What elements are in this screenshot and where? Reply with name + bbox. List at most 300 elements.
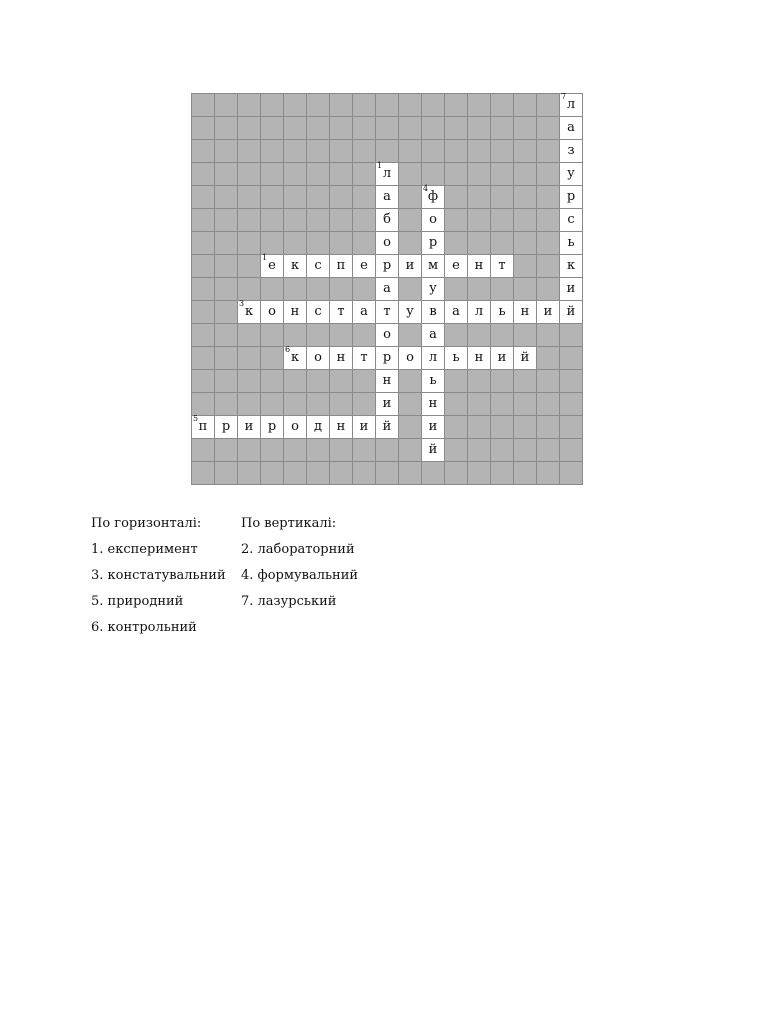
blocked-cell — [215, 462, 238, 485]
blocked-cell — [353, 140, 376, 163]
blocked-cell — [238, 393, 261, 416]
clue-number: 1 — [262, 253, 268, 262]
cell-letter: н — [290, 304, 300, 319]
letter-cell[interactable] — [422, 186, 445, 209]
blocked-cell — [560, 439, 583, 462]
blocked-cell — [376, 462, 399, 485]
blocked-cell — [215, 393, 238, 416]
blocked-cell — [491, 94, 514, 117]
blocked-cell — [192, 186, 215, 209]
cell-letter: и — [497, 350, 507, 365]
letter-cell[interactable] — [330, 255, 353, 278]
blocked-cell — [353, 232, 376, 255]
blocked-cell — [353, 186, 376, 209]
blocked-cell — [560, 393, 583, 416]
letter-cell[interactable] — [376, 324, 399, 347]
letter-cell[interactable] — [376, 232, 399, 255]
blocked-cell — [491, 232, 514, 255]
blocked-cell — [192, 94, 215, 117]
cell-letter: л — [428, 350, 438, 365]
blocked-cell — [537, 393, 560, 416]
blocked-cell — [192, 163, 215, 186]
blocked-cell — [445, 117, 468, 140]
blocked-cell — [307, 94, 330, 117]
blocked-cell — [445, 462, 468, 485]
blocked-cell — [514, 209, 537, 232]
blocked-cell — [307, 163, 330, 186]
letter-cell[interactable] — [261, 416, 284, 439]
letter-cell[interactable] — [284, 416, 307, 439]
grid-row — [192, 140, 583, 163]
blocked-cell — [238, 117, 261, 140]
cell-letter: н — [336, 350, 346, 365]
blocked-cell — [399, 439, 422, 462]
blocked-cell — [399, 209, 422, 232]
blocked-cell — [399, 278, 422, 301]
letter-cell[interactable] — [514, 347, 537, 370]
blocked-cell — [537, 94, 560, 117]
blocked-cell — [238, 186, 261, 209]
cell-letter: н — [520, 304, 530, 319]
blocked-cell — [215, 209, 238, 232]
clue-down-4: 4. формувальний — [241, 568, 359, 583]
blocked-cell — [514, 140, 537, 163]
blocked-cell — [284, 370, 307, 393]
letter-cell[interactable] — [353, 301, 376, 324]
cell-letter: т — [498, 258, 506, 273]
letter-cell[interactable] — [307, 255, 330, 278]
blocked-cell — [353, 163, 376, 186]
letter-cell[interactable] — [560, 209, 583, 232]
cell-letter: о — [314, 350, 322, 365]
letter-cell[interactable] — [192, 416, 215, 439]
letter-cell[interactable] — [560, 94, 583, 117]
letter-cell[interactable] — [215, 416, 238, 439]
blocked-cell — [537, 209, 560, 232]
blocked-cell — [284, 439, 307, 462]
clue-number: 3 — [239, 299, 245, 308]
letter-cell[interactable] — [422, 416, 445, 439]
letter-cell[interactable] — [422, 255, 445, 278]
blocked-cell — [192, 347, 215, 370]
cell-letter: п — [198, 419, 208, 434]
grid-row — [192, 255, 583, 278]
blocked-cell — [399, 186, 422, 209]
letter-cell[interactable] — [376, 278, 399, 301]
cell-letter: о — [429, 212, 437, 227]
letter-cell[interactable] — [307, 347, 330, 370]
blocked-cell — [468, 117, 491, 140]
grid-row — [192, 301, 583, 324]
blocked-cell — [422, 117, 445, 140]
blocked-cell — [261, 462, 284, 485]
letter-cell[interactable] — [376, 347, 399, 370]
letter-cell[interactable] — [261, 301, 284, 324]
blocked-cell — [353, 462, 376, 485]
blocked-cell — [445, 370, 468, 393]
letter-cell[interactable] — [422, 232, 445, 255]
blocked-cell — [514, 117, 537, 140]
cell-letter: е — [360, 258, 368, 273]
blocked-cell — [261, 393, 284, 416]
blocked-cell — [330, 209, 353, 232]
blocked-cell — [376, 117, 399, 140]
letter-cell[interactable] — [491, 347, 514, 370]
blocked-cell — [307, 278, 330, 301]
blocked-cell — [491, 209, 514, 232]
letter-cell[interactable] — [376, 209, 399, 232]
cell-letter: и — [244, 419, 254, 434]
letter-cell[interactable] — [422, 324, 445, 347]
blocked-cell — [307, 186, 330, 209]
blocked-cell — [399, 370, 422, 393]
blocked-cell — [399, 416, 422, 439]
clue-across-3: 3. констатувальний — [91, 568, 226, 583]
blocked-cell — [215, 301, 238, 324]
cell-letter: а — [429, 327, 437, 342]
blocked-cell — [445, 232, 468, 255]
blocked-cell — [491, 370, 514, 393]
grid-row — [192, 278, 583, 301]
blocked-cell — [445, 278, 468, 301]
blocked-cell — [261, 324, 284, 347]
blocked-cell — [560, 462, 583, 485]
cell-letter: з — [567, 143, 575, 158]
blocked-cell — [215, 439, 238, 462]
blocked-cell — [560, 347, 583, 370]
cell-letter: к — [290, 258, 300, 273]
cell-letter: а — [383, 189, 391, 204]
blocked-cell — [330, 186, 353, 209]
blocked-cell — [215, 278, 238, 301]
letter-cell[interactable] — [261, 255, 284, 278]
cell-letter: р — [221, 419, 231, 434]
blocked-cell — [261, 163, 284, 186]
letter-cell[interactable] — [422, 393, 445, 416]
blocked-cell — [192, 255, 215, 278]
blocked-cell — [491, 393, 514, 416]
blocked-cell — [491, 462, 514, 485]
letter-cell[interactable] — [376, 163, 399, 186]
blocked-cell — [330, 232, 353, 255]
blocked-cell — [376, 94, 399, 117]
letter-cell[interactable] — [468, 255, 491, 278]
blocked-cell — [215, 347, 238, 370]
blocked-cell — [192, 209, 215, 232]
blocked-cell — [537, 163, 560, 186]
letter-cell[interactable] — [376, 393, 399, 416]
cell-letter: ь — [498, 304, 506, 319]
letter-cell[interactable] — [399, 347, 422, 370]
letter-cell[interactable] — [491, 301, 514, 324]
letter-cell[interactable] — [468, 301, 491, 324]
cell-letter: у — [429, 281, 437, 296]
grid-row — [192, 163, 583, 186]
cell-letter: ь — [567, 235, 575, 250]
letter-cell[interactable] — [560, 117, 583, 140]
blocked-cell — [261, 140, 284, 163]
blocked-cell — [514, 163, 537, 186]
blocked-cell — [514, 94, 537, 117]
blocked-cell — [514, 462, 537, 485]
blocked-cell — [560, 324, 583, 347]
letter-cell[interactable] — [422, 439, 445, 462]
letter-cell[interactable] — [445, 255, 468, 278]
cell-letter: р — [382, 350, 392, 365]
clue-across-1: 1. експеримент — [91, 542, 198, 557]
blocked-cell — [192, 324, 215, 347]
letter-cell[interactable] — [422, 278, 445, 301]
blocked-cell — [537, 439, 560, 462]
blocked-cell — [307, 462, 330, 485]
blocked-cell — [468, 186, 491, 209]
blocked-cell — [307, 140, 330, 163]
blocked-cell — [514, 232, 537, 255]
letter-cell[interactable] — [422, 301, 445, 324]
blocked-cell — [468, 209, 491, 232]
cell-letter: и — [543, 304, 553, 319]
letter-cell[interactable] — [307, 301, 330, 324]
letter-cell[interactable] — [330, 301, 353, 324]
clue-number: 6 — [285, 345, 291, 354]
blocked-cell — [445, 416, 468, 439]
cell-letter: м — [427, 258, 439, 273]
blocked-cell — [422, 462, 445, 485]
blocked-cell — [284, 186, 307, 209]
cell-letter: е — [452, 258, 460, 273]
blocked-cell — [468, 232, 491, 255]
blocked-cell — [261, 347, 284, 370]
blocked-cell — [192, 301, 215, 324]
letter-cell[interactable] — [353, 255, 376, 278]
blocked-cell — [238, 255, 261, 278]
cell-letter: у — [406, 304, 414, 319]
grid-row — [192, 209, 583, 232]
blocked-cell — [468, 94, 491, 117]
letter-cell[interactable] — [376, 370, 399, 393]
blocked-cell — [514, 278, 537, 301]
blocked-cell — [445, 324, 468, 347]
letter-cell[interactable] — [445, 301, 468, 324]
letter-cell[interactable] — [376, 255, 399, 278]
cell-letter: с — [567, 212, 575, 227]
blocked-cell — [537, 255, 560, 278]
cell-letter: н — [382, 373, 392, 388]
cell-letter: р — [267, 419, 277, 434]
cell-letter: е — [268, 258, 276, 273]
letter-cell[interactable] — [330, 416, 353, 439]
letter-cell[interactable] — [238, 416, 261, 439]
blocked-cell — [330, 163, 353, 186]
letter-cell[interactable] — [537, 301, 560, 324]
blocked-cell — [284, 140, 307, 163]
letter-cell[interactable] — [560, 301, 583, 324]
letter-cell[interactable] — [284, 347, 307, 370]
cell-letter: л — [382, 166, 392, 181]
blocked-cell — [353, 393, 376, 416]
letter-cell[interactable] — [514, 301, 537, 324]
blocked-cell — [307, 439, 330, 462]
blocked-cell — [330, 278, 353, 301]
blocked-cell — [399, 117, 422, 140]
letter-cell[interactable] — [560, 163, 583, 186]
cell-letter: й — [566, 304, 576, 319]
cell-letter: т — [383, 304, 391, 319]
letter-cell[interactable] — [284, 301, 307, 324]
blocked-cell — [261, 209, 284, 232]
grid-row — [192, 347, 583, 370]
letter-cell[interactable] — [353, 416, 376, 439]
clues-across-heading: По горизонталі: — [91, 516, 202, 531]
grid-row — [192, 439, 583, 462]
blocked-cell — [353, 209, 376, 232]
blocked-cell — [537, 347, 560, 370]
blocked-cell — [284, 94, 307, 117]
blocked-cell — [445, 163, 468, 186]
blocked-cell — [399, 94, 422, 117]
cell-letter: л — [474, 304, 484, 319]
letter-cell[interactable] — [560, 140, 583, 163]
blocked-cell — [215, 186, 238, 209]
cell-letter: о — [268, 304, 276, 319]
blocked-cell — [445, 209, 468, 232]
letter-cell[interactable] — [238, 301, 261, 324]
blocked-cell — [238, 94, 261, 117]
blocked-cell — [445, 439, 468, 462]
cell-letter: ь — [429, 373, 437, 388]
blocked-cell — [330, 370, 353, 393]
letter-cell[interactable] — [376, 186, 399, 209]
grid-row — [192, 186, 583, 209]
cell-letter: ь — [452, 350, 460, 365]
grid-row — [192, 94, 583, 117]
letter-cell[interactable] — [422, 347, 445, 370]
letter-cell[interactable] — [376, 416, 399, 439]
letter-cell[interactable] — [376, 301, 399, 324]
blocked-cell — [468, 140, 491, 163]
letter-cell[interactable] — [399, 301, 422, 324]
cell-letter: л — [566, 97, 576, 112]
blocked-cell — [537, 186, 560, 209]
letter-cell[interactable] — [307, 416, 330, 439]
blocked-cell — [192, 278, 215, 301]
cell-letter: п — [336, 258, 346, 273]
letter-cell[interactable] — [560, 232, 583, 255]
blocked-cell — [307, 209, 330, 232]
blocked-cell — [192, 232, 215, 255]
blocked-cell — [560, 370, 583, 393]
blocked-cell — [445, 186, 468, 209]
blocked-cell — [238, 209, 261, 232]
blocked-cell — [261, 186, 284, 209]
blocked-cell — [399, 462, 422, 485]
cell-letter: и — [405, 258, 415, 273]
blocked-cell — [353, 324, 376, 347]
blocked-cell — [215, 163, 238, 186]
cell-letter: и — [428, 419, 438, 434]
letter-cell[interactable] — [560, 255, 583, 278]
blocked-cell — [468, 393, 491, 416]
blocked-cell — [468, 439, 491, 462]
letter-cell[interactable] — [399, 255, 422, 278]
blocked-cell — [192, 370, 215, 393]
cell-letter: о — [383, 235, 391, 250]
clue-across-5: 5. природний — [91, 594, 184, 609]
cell-letter: с — [314, 258, 322, 273]
blocked-cell — [537, 278, 560, 301]
letter-cell[interactable] — [422, 370, 445, 393]
letter-cell[interactable] — [422, 209, 445, 232]
blocked-cell — [238, 324, 261, 347]
letter-cell[interactable] — [330, 347, 353, 370]
blocked-cell — [192, 462, 215, 485]
blocked-cell — [468, 278, 491, 301]
letter-cell[interactable] — [445, 347, 468, 370]
blocked-cell — [537, 370, 560, 393]
blocked-cell — [537, 232, 560, 255]
blocked-cell — [238, 439, 261, 462]
clue-across-6: 6. контрольний — [91, 620, 197, 635]
blocked-cell — [215, 117, 238, 140]
blocked-cell — [330, 94, 353, 117]
cell-letter: у — [567, 166, 575, 181]
cell-letter: а — [383, 281, 391, 296]
letter-cell[interactable] — [491, 255, 514, 278]
blocked-cell — [399, 140, 422, 163]
cell-letter: и — [359, 419, 369, 434]
blocked-cell — [284, 278, 307, 301]
blocked-cell — [376, 439, 399, 462]
cell-letter: р — [428, 235, 438, 250]
letter-cell[interactable] — [284, 255, 307, 278]
blocked-cell — [330, 393, 353, 416]
blocked-cell — [422, 140, 445, 163]
cell-letter: а — [452, 304, 460, 319]
letter-cell[interactable] — [468, 347, 491, 370]
blocked-cell — [307, 232, 330, 255]
cell-letter: в — [429, 304, 437, 319]
letter-cell[interactable] — [560, 278, 583, 301]
blocked-cell — [261, 278, 284, 301]
blocked-cell — [468, 462, 491, 485]
blocked-cell — [399, 163, 422, 186]
blocked-cell — [238, 140, 261, 163]
blocked-cell — [491, 140, 514, 163]
blocked-cell — [307, 117, 330, 140]
blocked-cell — [491, 186, 514, 209]
blocked-cell — [215, 370, 238, 393]
blocked-cell — [238, 232, 261, 255]
blocked-cell — [215, 94, 238, 117]
blocked-cell — [468, 370, 491, 393]
blocked-cell — [284, 163, 307, 186]
grid-row — [192, 416, 583, 439]
cell-letter: с — [314, 304, 322, 319]
blocked-cell — [307, 324, 330, 347]
grid-row — [192, 232, 583, 255]
cell-letter: н — [474, 350, 484, 365]
clue-number: 4 — [423, 184, 429, 193]
blocked-cell — [238, 347, 261, 370]
clue-number: 1 — [377, 161, 383, 170]
cell-letter: а — [567, 120, 575, 135]
blocked-cell — [238, 163, 261, 186]
blocked-cell — [514, 186, 537, 209]
letter-cell[interactable] — [560, 186, 583, 209]
grid-row — [192, 462, 583, 485]
clues-across — [91, 514, 226, 644]
letter-cell[interactable] — [353, 347, 376, 370]
